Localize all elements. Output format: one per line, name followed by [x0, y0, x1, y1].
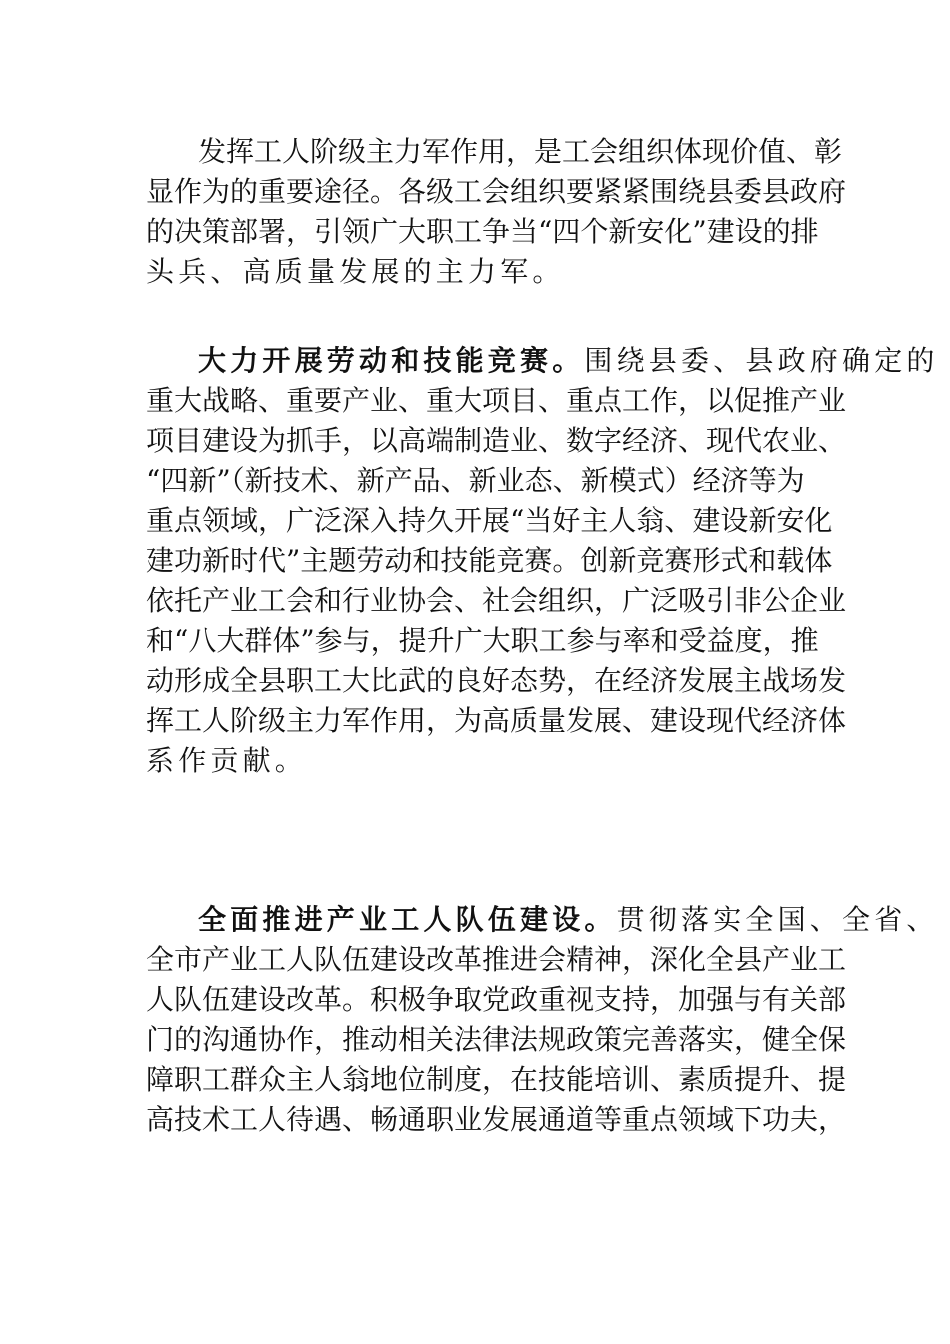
text-line: [146, 741, 806, 781]
text-line: [146, 1020, 847, 1060]
line-text: 门的沟通协作，推动相关法律法规政策完善落实，健全保: [146, 1023, 847, 1056]
line-text: 显作为的重要途径。各级工会组织要紧紧围绕县委县政府: [146, 175, 847, 208]
text-line: [146, 581, 847, 621]
line-text: “四新”（新技术、新产品、新业态、新模式）经济等为: [146, 464, 805, 497]
line-text: 建功新时代”主题劳动和技能竞赛。创新竞赛形式和载体: [146, 544, 833, 577]
line-text: 和“八大群体”参与，提升广大职工参与率和受益度，推: [146, 624, 819, 657]
text-line: [146, 461, 806, 501]
line-text: 头兵、高质量发展的主力军。: [146, 255, 565, 288]
line-text: 挥工人阶级主力军作用，为高质量发展、建设现代经济体: [146, 704, 847, 737]
text-line: [146, 1060, 847, 1100]
line-text: 重点领域，广泛深入持久开展“当好主人翁、建设新安化: [146, 504, 833, 537]
text-line: [146, 940, 847, 980]
text-line: [146, 980, 847, 1020]
text-line: [146, 421, 847, 461]
line-text: 依托产业工会和行业协会、社会组织，广泛吸引非公企业: [146, 584, 847, 617]
line-text: 全市产业工人队伍建设改革推进会精神，深化全县产业工: [146, 943, 847, 976]
paragraph: [146, 132, 847, 292]
line-text: 人队伍建设改革。积极争取党政重视支持，加强与有关部: [146, 983, 847, 1016]
bold-heading: 全面推进产业工人队伍建设。: [198, 903, 617, 936]
line-text: 障职工群众主人翁地位制度，在技能培训、素质提升、提: [146, 1063, 847, 1096]
text-line: [146, 381, 847, 421]
text-line: [146, 341, 939, 381]
text-line: [146, 541, 833, 581]
line-text: 贯彻落实全国、全省、: [616, 903, 939, 936]
text-line: [146, 252, 806, 292]
line-text: 项目建设为抓手，以高端制造业、数字经济、现代农业、: [146, 424, 847, 457]
text-line: [146, 621, 819, 661]
text-line: [146, 212, 819, 252]
text-line: [146, 661, 847, 701]
line-text: 的决策部署，引领广大职工争当“四个新安化”建设的排: [146, 215, 819, 248]
text-line: [146, 701, 847, 741]
paragraph: [146, 341, 939, 781]
text-line: [146, 501, 833, 541]
line-text: 系作贡献。: [146, 744, 308, 777]
text-line: [146, 132, 843, 172]
text-line: [146, 1100, 847, 1140]
line-text: 动形成全县职工大比武的良好态势，在经济发展主战场发: [146, 664, 847, 697]
paragraph: [146, 900, 939, 1140]
line-text: 重大战略、重要产业、重大项目、重点工作，以促推产业: [146, 384, 847, 417]
line-text: 高技术工人待遇、畅通职业发展通道等重点领域下功夫，: [146, 1103, 847, 1136]
bold-heading: 大力开展劳动和技能竞赛。: [198, 344, 585, 377]
line-text: 发挥工人阶级主力军作用，是工会组织体现价值、彰: [198, 135, 843, 168]
text-line: [146, 900, 939, 940]
text-line: [146, 172, 847, 212]
line-text: 围绕县委、县政府确定的: [584, 344, 939, 377]
